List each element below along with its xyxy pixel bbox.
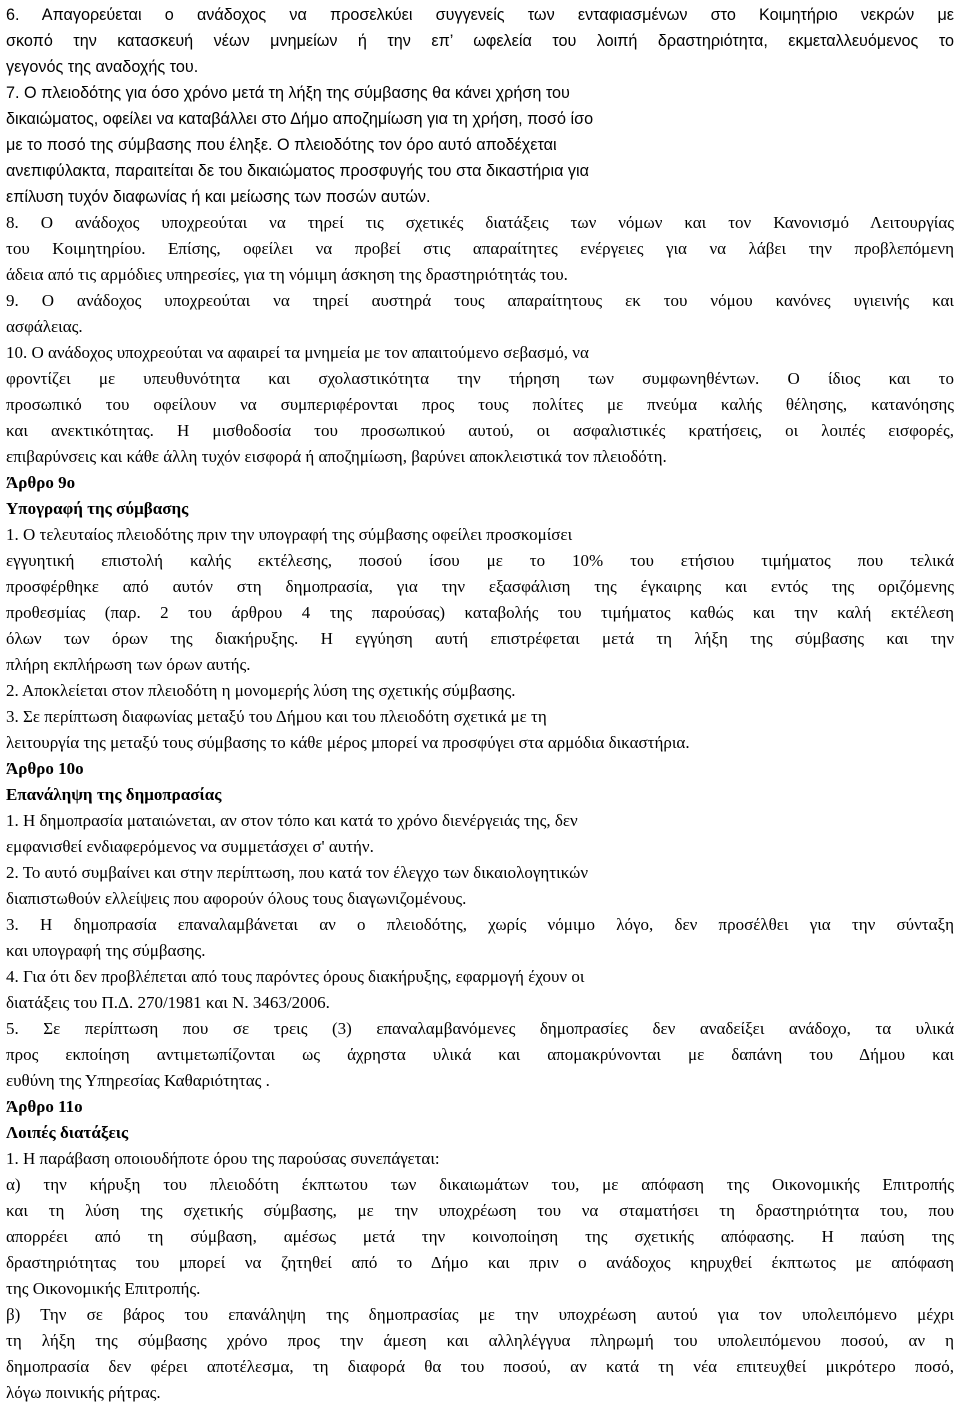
text-line: με το ποσό της σύμβασης που έληξε. Ο πλειοδότης τον όρο αυτό αποδέχεται	[6, 136, 557, 154]
text-line: 1. Η δημοπρασία ματαιώνεται, αν στον τόπο και κατά το χρόνο διενέργειάς της, δεν	[6, 811, 578, 830]
text-line: και ανεκτικότητας. Η μισθοδοσία του προσωπικού αυτού, οι ασφαλιστικές κρατήσεις, οι λοιπές εισφορές,	[6, 421, 954, 440]
section-heading: Υπογραφή της σύμβασης	[6, 499, 189, 518]
section-heading: Επανάληψη της δημοπρασίας	[6, 785, 222, 804]
text-line: 3. Η δημοπρασία επαναλαμβάνεται αν ο πλειοδότης, χωρίς νόμιμο λόγο, δεν προσέλθει για την σύνταξη	[6, 915, 954, 934]
text-line: 7. Ο πλειοδότης για όσο χρόνο μετά τη λήξη της σύμβασης θα κάνει χρήση του	[6, 84, 570, 102]
text-line: ασφάλειας.	[6, 317, 83, 336]
text-line: λειτουργία της μεταξύ τους σύμβασης το κάθε μέρος μπορεί να προσφύγει στα αρμόδια δικαστήρια.	[6, 733, 690, 752]
text-line: προς εκποίηση αντιμετωπίζονται ως άχρηστα υλικά και απομακρύνονται με δαπάνη του Δήμου και	[6, 1045, 954, 1064]
text-line: προθεσμίας (παρ. 2 του άρθρου 4 της παρούσας) καταβολής του τιμήματος καθώς και την καλή εκτέλεση	[6, 603, 954, 622]
text-line: 2. Το αυτό συμβαίνει και στην περίπτωση, που κατά τον έλεγχο των δικαιολογητικών	[6, 863, 589, 882]
text-line: λόγω ποινικής ρήτρας.	[6, 1383, 161, 1402]
text-line: και υπογραφή της σύμβασης.	[6, 941, 206, 960]
text-line: εμφανισθεί ενδιαφερόμενος να συμμετάσχει σ' αυτήν.	[6, 837, 374, 856]
text-line: 5. Σε περίπτωση που σε τρεις (3) επαναλαμβανόμενες δημοπρασίες δεν αναδείξει ανάδοχο, τα υλικά	[6, 1019, 954, 1038]
text-line: γεγονός της αναδοχής του.	[6, 58, 199, 76]
text-line: εγγυητική επιστολή καλής εκτέλεσης, ποσού ίσου με το 10% του ετήσιου τιμήματος που τελικά	[6, 551, 954, 570]
text-line: δραστηριότητας του μπορεί να ζητηθεί από το Δήμο και πριν ο ανάδοχος κηρυχθεί έκπτωτος με απόφαση	[6, 1253, 954, 1272]
text-line: όλων των όρων της διακήρυξης. Η εγγύηση αυτή επιστρέφεται μετά τη λήξη της σύμβασης και την	[6, 629, 954, 648]
text-line: 6. Απαγορεύεται ο ανάδοχος να προσελκύει συγγενείς των ενταφιασμένων στο Κοιμητήριο νεκρών με	[6, 6, 954, 24]
text-line: τη λήξη της σύμβασης χρόνο προς την άμεση και αλληλέγγυα πληρωμή του υπολειπόμενου ποσού, αν η	[6, 1331, 954, 1350]
text-line: δικαιώματος, οφείλει να καταβάλλει στο Δήμο αποζημίωση για τη χρήση, ποσό ίσο	[6, 110, 594, 128]
text-line: άδεια από τις αρμόδιες υπηρεσίες, για τη νόμιμη άσκηση της δραστηριότητάς του.	[6, 265, 568, 284]
text-line: 1. Ο τελευταίος πλειοδότης πριν την υπογραφή της σύμβασης οφείλει προσκομίσει	[6, 525, 573, 544]
text-line: του Κοιμητηρίου. Επίσης, οφείλει να προβεί στις απαραίτητες ενέργειες για να λάβει την προβλεπόμενη	[6, 239, 954, 258]
text-line: 9. Ο ανάδοχος υποχρεούται να τηρεί αυστηρά τους απαραίτητους εκ του νόμου κανόνες υγιεινής και	[6, 291, 954, 310]
text-line: προσωπικό του οφείλουν να συμπεριφέρονται προς τους πολίτες με πνεύμα καλής θέλησης, κατανόησης	[6, 395, 954, 414]
text-line: 10. Ο ανάδοχος υποχρεούται να αφαιρεί τα μνημεία με τον απαιτούμενο σεβασμό, να	[6, 343, 589, 362]
section-heading: Άρθρο 9ο	[6, 473, 76, 492]
text-line: δημοπρασία δεν φέρει αποτέλεσμα, τη διαφορά θα του ποσού, αν κατά τη νέα επιτευχθεί μικρότερο ποσό,	[6, 1357, 954, 1376]
text-line: της Οικονομικής Επιτροπής.	[6, 1279, 201, 1298]
text-line: σκοπό την κατασκευή νέων μνημείων ή την επ’ ωφελεία του λοιπή δραστηριότητα, εκμεταλλευόμενος το	[6, 32, 954, 50]
text-line: απορρέει από τη σύμβαση, αμέσως μετά την κοινοποίηση της σχετικής απόφασης. Η παύση της	[6, 1227, 954, 1246]
text-line: 3. Σε περίπτωση διαφωνίας μεταξύ του Δήμου και του πλειοδότη σχετικά με τη	[6, 707, 547, 726]
text-line: φροντίζει με υπευθυνότητα και σχολαστικότητα την τήρηση των συμφωνηθέντων. Ο ίδιος και το	[6, 369, 954, 388]
text-line: προσφέρθηκε από αυτόν στη δημοπρασία, για την εξασφάλιση της έγκαιρης και εντός της οριζόμενης	[6, 577, 954, 596]
text-line: 4. Για ότι δεν προβλέπεται από τους παρόντες όρους διακήρυξης, εφαρμογή έχουν οι	[6, 967, 585, 986]
text-line: διαπιστωθούν ελλείψεις που αφορούν όλους τους διαγωνιζομένους.	[6, 889, 467, 908]
text-line: και τη λύση της σχετικής σύμβασης, με την υποχρέωση του να σταματήσει τη δραστηριότητα του, που	[6, 1201, 954, 1220]
section-heading: Άρθρο 11ο	[6, 1097, 83, 1116]
text-line: β) Την σε βάρος του επανάληψη της δημοπρασίας με την υποχρέωση αυτού για τον υπολειπόμενο μέχρι	[6, 1305, 954, 1324]
text-line: διατάξεις του Π.Δ. 270/1981 και Ν. 3463/2006.	[6, 993, 330, 1012]
text-line: 1. Η παράβαση οποιουδήποτε όρου της παρούσας συνεπάγεται:	[6, 1149, 440, 1168]
text-line: 2. Αποκλείεται στον πλειοδότη η μονομερής λύση της σχετικής σύμβασης.	[6, 681, 516, 700]
text-line: επιβαρύνσεις και κάθε άλλη τυχόν εισφορά ή αποζημίωση, βαρύνει αποκλειστικά τον πλειοδότη.	[6, 447, 667, 466]
text-line: α) την κήρυξη του πλειοδότη έκπτωτου των δικαιωμάτων του, με απόφαση της Οικονομικής Επιτροπής	[6, 1175, 954, 1194]
section-heading: Άρθρο 10ο	[6, 759, 84, 778]
text-line: ανεπιφύλακτα, παραιτείται δε του δικαιώματος προσφυγής του στα δικαστήρια για	[6, 162, 589, 180]
text-line: επίλυση τυχόν διαφωνίας ή και μείωσης των ποσών αυτών.	[6, 188, 431, 206]
text-line: πλήρη εκπλήρωση των όρων αυτής.	[6, 655, 251, 674]
text-line: ευθύνη της Υπηρεσίας Καθαριότητας .	[6, 1071, 270, 1090]
text-line: 8. Ο ανάδοχος υποχρεούται να τηρεί τις σχετικές διατάξεις των νόμων και τον Κανονισμό Λειτουργίας	[6, 213, 954, 232]
section-heading: Λοιπές διατάξεις	[6, 1123, 129, 1142]
